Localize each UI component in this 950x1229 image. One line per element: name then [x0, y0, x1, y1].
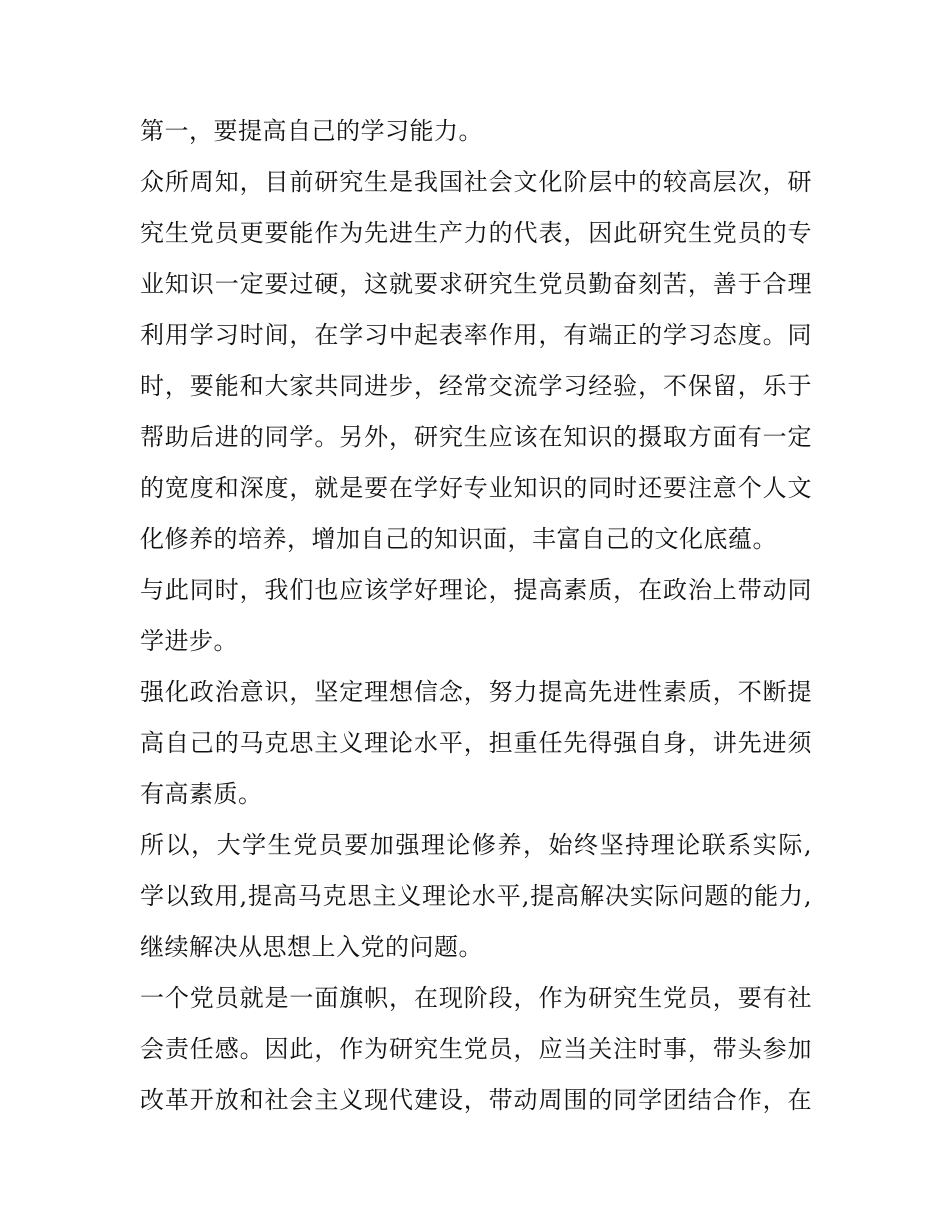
- text-line-16: 学以致用,提高马克思主义理论水平,提高解决实际问题的能力,: [140, 882, 812, 910]
- text-line-5: 利用学习时间，在学习中起表率作用，有端正的学习态度。同: [140, 321, 812, 349]
- text-line-1: 第一，要提高自己的学习能力。: [140, 117, 483, 145]
- text-line-2: 众所周知，目前研究生是我国社会文化阶层中的较高层次，研: [140, 168, 812, 196]
- text-line-9: 化修养的培养，增加自己的知识面，丰富自己的文化底蕴。: [140, 525, 777, 553]
- text-line-18: 一个党员就是一面旗帜，在现阶段，作为研究生党员，要有社: [140, 984, 812, 1012]
- text-line-19: 会责任感。因此，作为研究生党员，应当关注时事，带头参加: [140, 1035, 812, 1063]
- text-line-11: 学进步。: [140, 627, 238, 655]
- text-line-10: 与此同时，我们也应该学好理论，提高素质，在政治上带动同: [140, 576, 812, 604]
- text-line-8: 的宽度和深度，就是要在学好专业知识的同时还要注意个人文: [140, 474, 812, 502]
- text-line-7: 帮助后进的同学。另外，研究生应该在知识的摄取方面有一定: [140, 423, 812, 451]
- text-line-14: 有高素质。: [140, 780, 263, 808]
- text-line-20: 改革开放和社会主义现代建设，带动周围的同学团结合作，在: [140, 1086, 812, 1114]
- text-line-17: 继续解决从思想上入党的问题。: [140, 933, 483, 961]
- text-line-12: 强化政治意识，坚定理想信念，努力提高先进性素质，不断提: [140, 678, 812, 706]
- text-line-4: 业知识一定要过硬，这就要求研究生党员勤奋刻苦，善于合理: [140, 270, 812, 298]
- body-text: [140, 106, 812, 1126]
- text-line-3: 究生党员更要能作为先进生产力的代表，因此研究生党员的专: [140, 219, 812, 247]
- text-line-13: 高自己的马克思主义理论水平，担重任先得强自身，讲先进须: [140, 729, 812, 757]
- text-line-15: 所以，大学生党员要加强理论修养，始终坚持理论联系实际,: [140, 831, 812, 859]
- text-line-6: 时，要能和大家共同进步，经常交流学习经验，不保留，乐于: [140, 372, 812, 400]
